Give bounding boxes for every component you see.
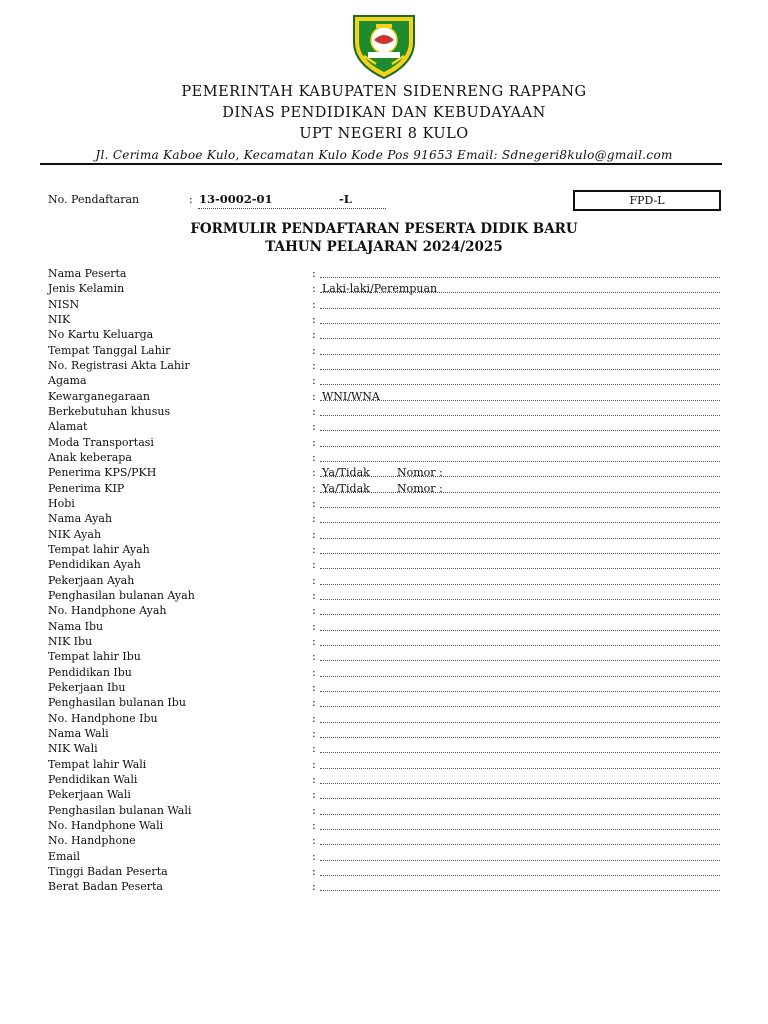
field-input-line[interactable]	[320, 737, 720, 738]
field-label: Alamat	[48, 420, 88, 434]
field-input-line[interactable]	[320, 522, 720, 523]
field-input-line[interactable]	[320, 722, 720, 723]
field-value: Laki-laki/Perempuan	[322, 282, 438, 296]
field-input-line[interactable]	[320, 844, 720, 845]
form-field-row	[0, 603, 768, 618]
field-colon: :	[312, 680, 316, 694]
field-input-line[interactable]	[320, 660, 720, 661]
field-input-line[interactable]	[320, 277, 720, 278]
field-secondary-value: Nomor :	[397, 481, 443, 495]
field-colon: :	[312, 834, 316, 848]
form-field-row	[0, 297, 768, 312]
field-colon: :	[312, 864, 316, 878]
field-colon: :	[312, 696, 316, 710]
field-input-line[interactable]	[320, 492, 720, 493]
field-label: Penerima KPS/PKH	[48, 466, 157, 480]
field-colon: :	[312, 297, 316, 311]
field-secondary-value: Nomor :	[397, 466, 443, 480]
field-value: WNI/WNA	[322, 389, 380, 403]
form-field-row	[0, 435, 768, 450]
field-label: Hobi	[48, 496, 75, 510]
regency-crest-icon	[346, 12, 422, 80]
field-colon: :	[312, 466, 316, 480]
field-input-line[interactable]	[320, 430, 720, 431]
field-input-line[interactable]	[320, 829, 720, 830]
form-field-row	[0, 772, 768, 787]
field-input-line[interactable]	[320, 768, 720, 769]
field-label: Tinggi Badan Peserta	[48, 864, 168, 878]
field-label: Tempat Tanggal Lahir	[48, 343, 171, 357]
field-colon: :	[312, 588, 316, 602]
field-colon: :	[312, 267, 316, 280]
form-field-row	[0, 879, 768, 894]
form-field-row	[0, 358, 768, 373]
form-field-row	[0, 757, 768, 772]
form-field-row	[0, 695, 768, 710]
field-colon: :	[312, 634, 316, 648]
field-label: Tempat lahir Ibu	[48, 650, 141, 664]
field-input-line[interactable]	[320, 875, 720, 876]
form-field-row	[0, 818, 768, 833]
form-field-row	[0, 343, 768, 358]
form-field-row	[0, 527, 768, 542]
field-input-line[interactable]	[320, 798, 720, 799]
field-label: Agama	[48, 374, 87, 388]
form-field-row	[0, 588, 768, 603]
form-field-row	[0, 726, 768, 741]
field-label: Pendidikan Ibu	[48, 665, 132, 679]
field-colon: :	[312, 343, 316, 357]
field-input-line[interactable]	[320, 645, 720, 646]
field-input-line[interactable]	[320, 369, 720, 370]
field-input-line[interactable]	[320, 308, 720, 309]
field-input-line[interactable]	[320, 338, 720, 339]
field-colon: :	[312, 619, 316, 633]
field-colon: :	[312, 726, 316, 740]
field-input-line[interactable]	[320, 553, 720, 554]
field-input-line[interactable]	[320, 599, 720, 600]
form-field-row	[0, 864, 768, 879]
form-field-row	[0, 465, 768, 480]
field-colon: :	[312, 650, 316, 664]
form-field-row	[0, 496, 768, 511]
form-field-row	[0, 511, 768, 526]
form-field-row	[0, 803, 768, 818]
form-field-row	[0, 619, 768, 634]
field-input-line[interactable]	[320, 814, 720, 815]
field-colon: :	[312, 849, 316, 863]
form-field-row	[0, 542, 768, 557]
field-input-line[interactable]	[320, 706, 720, 707]
field-label: Penerima KIP	[48, 481, 125, 495]
field-colon: :	[312, 803, 316, 817]
form-field-row	[0, 266, 768, 281]
field-label: Tempat lahir Ayah	[48, 542, 150, 556]
field-label: NIK Ayah	[48, 527, 102, 541]
form-field-row	[0, 557, 768, 572]
form-field-row	[0, 419, 768, 434]
field-label: Penghasilan bulanan Wali	[48, 803, 192, 817]
field-colon: :	[312, 435, 316, 449]
field-input-line[interactable]	[320, 614, 720, 615]
field-input-line[interactable]	[320, 538, 720, 539]
field-label: Email	[48, 849, 81, 863]
header-school-name: UPT NEGERI 8 KULO	[299, 126, 469, 142]
field-label: Anak keberapa	[48, 450, 132, 464]
field-input-line[interactable]	[320, 630, 720, 631]
form-title: FORMULIR PENDAFTARAN PESERTA DIDIK BARU	[190, 221, 578, 237]
field-label: Penghasilan bulanan Ayah	[48, 588, 195, 602]
field-value: Ya/Tidak	[322, 481, 370, 495]
form-field-row	[0, 741, 768, 756]
form-field-row	[0, 373, 768, 388]
field-label: No. Registrasi Akta Lahir	[48, 358, 190, 372]
field-colon: :	[312, 481, 316, 495]
form-code-box: FPD-L	[573, 190, 721, 211]
form-field-row	[0, 711, 768, 726]
field-colon: :	[312, 665, 316, 679]
field-label: Pendidikan Wali	[48, 772, 138, 786]
form-field-row	[0, 481, 768, 496]
form-field-row	[0, 389, 768, 404]
field-input-line[interactable]	[320, 584, 720, 585]
form-field-row	[0, 327, 768, 342]
field-input-line[interactable]	[320, 783, 720, 784]
field-colon: :	[312, 374, 316, 388]
field-input-line[interactable]	[320, 400, 720, 401]
field-label: NIK Wali	[48, 742, 98, 756]
field-label: Pendidikan Ayah	[48, 558, 141, 572]
field-label: No. Handphone Ibu	[48, 711, 158, 725]
field-input-line[interactable]	[320, 507, 720, 508]
form-field-row	[0, 665, 768, 680]
field-colon: :	[312, 450, 316, 464]
field-input-line[interactable]	[320, 476, 720, 477]
field-input-line[interactable]	[320, 461, 720, 462]
field-colon: :	[312, 496, 316, 510]
field-label: Penghasilan bulanan Ibu	[48, 696, 186, 710]
field-input-line[interactable]	[320, 691, 720, 692]
form-field-row	[0, 312, 768, 327]
field-colon: :	[312, 742, 316, 756]
form-field-row	[0, 450, 768, 465]
field-label: No. Handphone Wali	[48, 818, 164, 832]
form-field-row	[0, 573, 768, 588]
field-label: No. Handphone	[48, 834, 136, 848]
field-input-line[interactable]	[320, 323, 720, 324]
field-colon: :	[312, 711, 316, 725]
field-label: NIK	[48, 312, 71, 326]
field-colon: :	[312, 527, 316, 541]
field-label: Berat Badan Peserta	[48, 880, 163, 894]
field-colon: :	[312, 542, 316, 556]
field-label: Berkebutuhan khusus	[48, 404, 171, 418]
field-label: Tempat lahir Wali	[48, 757, 147, 771]
form-subtitle: TAHUN PELAJARAN 2024/2025	[265, 239, 503, 255]
form-field-row	[0, 680, 768, 695]
field-label: NIK Ibu	[48, 634, 93, 648]
field-label: Moda Transportasi	[48, 435, 154, 449]
registration-number-value: 13-0002-01	[199, 192, 273, 206]
field-input-line[interactable]	[320, 676, 720, 677]
field-input-line[interactable]	[320, 752, 720, 753]
field-colon: :	[312, 512, 316, 526]
field-colon: :	[312, 880, 316, 894]
field-value: Ya/Tidak	[322, 466, 370, 480]
field-label: Pekerjaan Ibu	[48, 680, 126, 694]
field-colon: :	[312, 818, 316, 832]
header-address: Jl. Cerima Kaboe Kulo, Kecamatan Kulo Kode Pos 91653 Email: Sdnegeri8kulo@gmail.com	[95, 148, 673, 162]
field-colon: :	[312, 788, 316, 802]
form-field-row	[0, 281, 768, 296]
field-input-line[interactable]	[320, 446, 720, 447]
field-colon: :	[312, 282, 316, 296]
header-government-name: PEMERINTAH KABUPATEN SIDENRENG RAPPANG	[181, 84, 587, 100]
form-field-row	[0, 634, 768, 649]
field-colon: :	[312, 772, 316, 786]
form-field-row	[0, 849, 768, 864]
form-field-row	[0, 833, 768, 848]
field-colon: :	[312, 358, 316, 372]
field-input-line[interactable]	[320, 860, 720, 861]
form-field-row	[0, 404, 768, 419]
field-label: Nama Wali	[48, 726, 109, 740]
field-label: No. Handphone Ayah	[48, 604, 167, 618]
field-colon: :	[312, 312, 316, 326]
field-label: NISN	[48, 297, 80, 311]
header-divider	[40, 163, 722, 165]
field-colon: :	[312, 558, 316, 572]
registration-number-label: No. Pendaftaran	[48, 193, 140, 206]
field-colon: :	[312, 604, 316, 618]
field-label: Nama Peserta	[48, 267, 127, 280]
field-colon: :	[312, 757, 316, 771]
field-label: Nama Ayah	[48, 512, 113, 526]
registration-number-colon: :	[189, 193, 193, 206]
field-colon: :	[312, 328, 316, 342]
field-label: Nama Ibu	[48, 619, 104, 633]
header-department-name: DINAS PENDIDIKAN DAN KEBUDAYAAN	[222, 105, 546, 121]
registration-number-underline	[198, 208, 386, 209]
field-input-line[interactable]	[320, 890, 720, 891]
field-label: No Kartu Keluarga	[48, 328, 154, 342]
form-field-row	[0, 787, 768, 802]
field-input-line[interactable]	[320, 415, 720, 416]
field-colon: :	[312, 404, 316, 418]
field-label: Kewarganegaraan	[48, 389, 150, 403]
field-label: Jenis Kelamin	[48, 282, 125, 296]
field-label: Pekerjaan Ayah	[48, 573, 135, 587]
field-input-line[interactable]	[320, 384, 720, 385]
registration-number-suffix: -L	[339, 192, 352, 206]
field-colon: :	[312, 573, 316, 587]
field-label: Pekerjaan Wali	[48, 788, 131, 802]
field-colon: :	[312, 420, 316, 434]
field-input-line[interactable]	[320, 568, 720, 569]
form-field-row	[0, 649, 768, 664]
field-colon: :	[312, 389, 316, 403]
field-input-line[interactable]	[320, 354, 720, 355]
